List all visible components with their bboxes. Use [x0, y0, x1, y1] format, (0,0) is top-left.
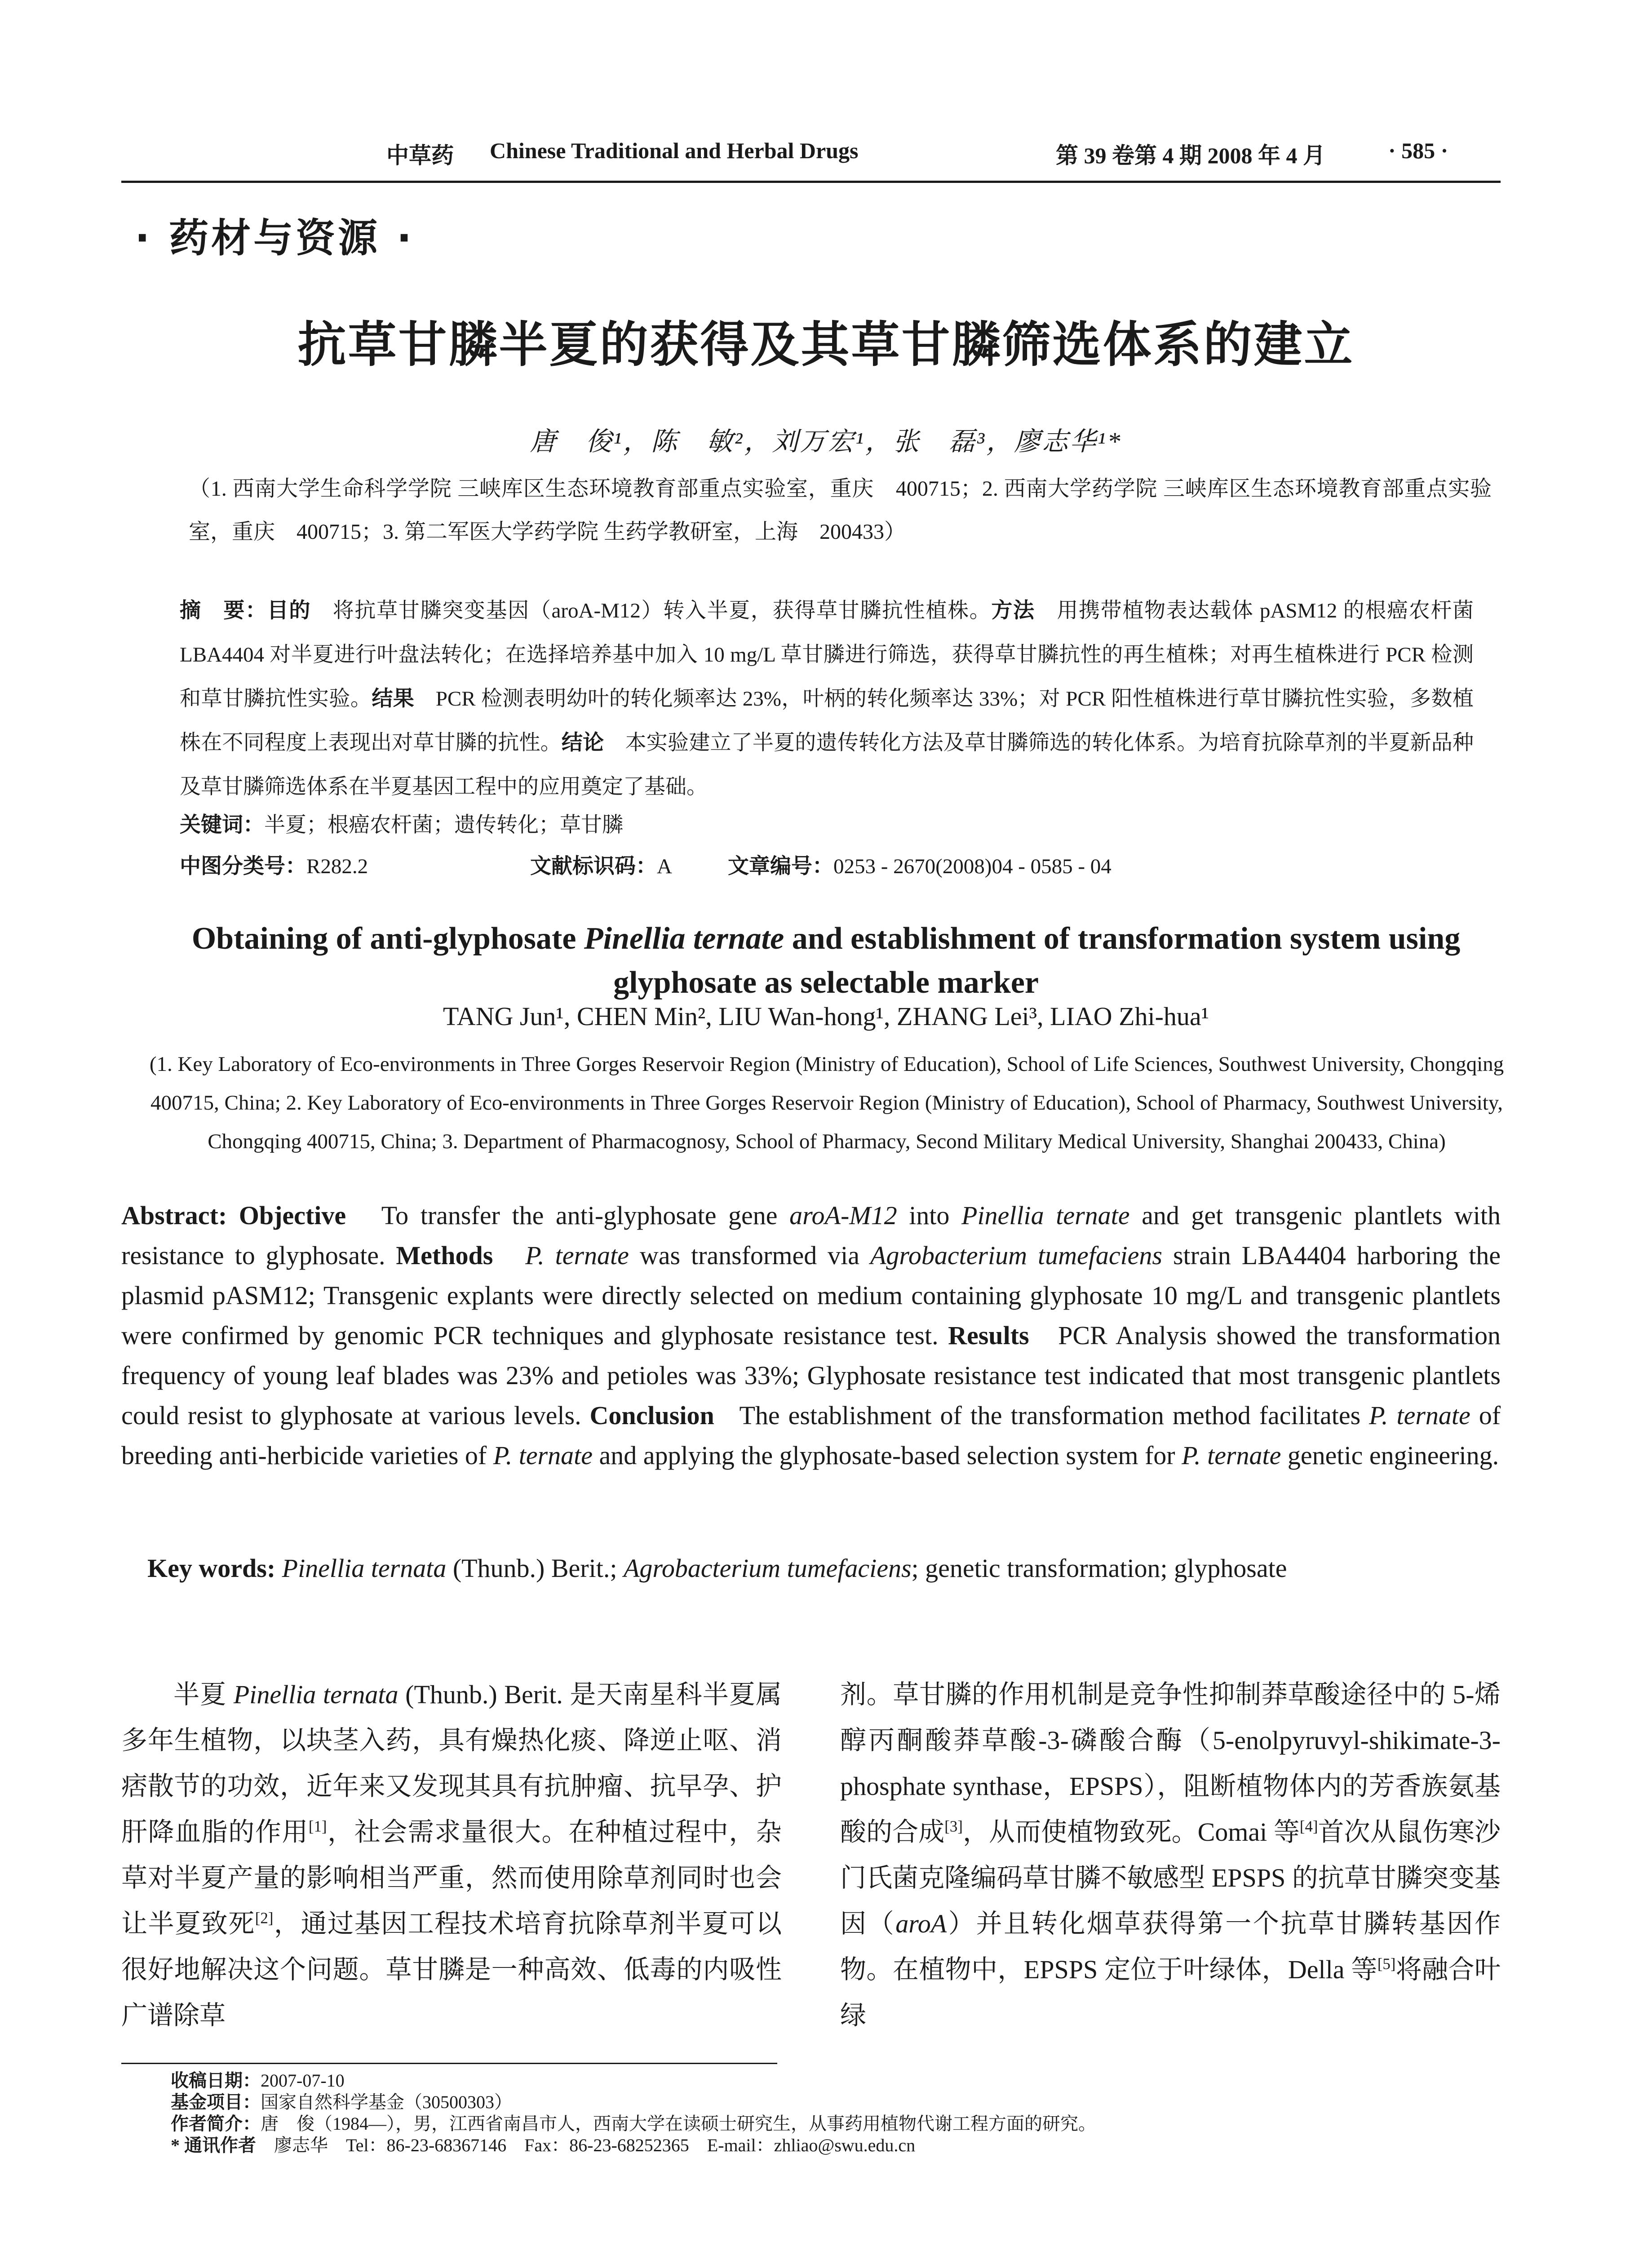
keywords-cn-label: 关键词： — [180, 813, 264, 837]
running-header — [121, 134, 1501, 170]
conclusion-en-text2: of breeding anti-herbicide varieties of — [121, 1401, 1501, 1470]
objective-label-cn: 目的 — [267, 598, 311, 623]
footnote-received — [171, 2070, 1474, 2092]
corr-contact: 廖志华 Tel：86-23-68367146 Fax：86-23-68252365 E-mail：zhliao@swu.edu.cn — [274, 2135, 916, 2155]
title-cn: 抗草甘膦半夏的获得及其草甘膦筛选体系的建立 — [297, 317, 1355, 373]
footnote-fund — [171, 2092, 1474, 2113]
conclusion-label-cn: 结论 — [561, 730, 604, 755]
journal-name-cn: 中草药 — [386, 143, 454, 168]
body-text: 半夏 — [173, 1680, 234, 1709]
title-en-species: Pinellia ternate — [584, 921, 784, 956]
objective-label-en: Objective — [239, 1201, 346, 1230]
methods-label-cn: 方法 — [991, 598, 1035, 623]
citation-ref: [4] — [1299, 1817, 1318, 1835]
objective-en-text: To transfer the anti-glyphosate gene — [381, 1201, 790, 1230]
abstract-en — [121, 1195, 1501, 1475]
authors-en: TANG Jun¹, CHEN Min², LIU Wan-hong¹, ZHANG Lei³, LIAO Zhi-hua¹ — [443, 1002, 1209, 1031]
conclusion-en-text: The establishment of the transformation method facilitates — [739, 1401, 1369, 1430]
issue-info: 第 39 卷第 4 期 2008 年 4 月 — [1056, 143, 1325, 168]
results-label-en: Results — [948, 1321, 1029, 1350]
body-text: (Thunb.) Berit. 是天南星科半夏属多年生植物，以块茎入药，具有燥热化痰、降逆止呕、消痞散节的功效，近年来又发现其具有抗肿瘤、抗早孕、护肝降血脂的作用 — [121, 1680, 782, 1847]
results-label-cn: 结果 — [372, 686, 415, 711]
doc-label: 文献标识码： — [530, 855, 657, 878]
conclusion-species-2: P. ternate — [493, 1441, 593, 1470]
keyword-authority: (Thunb.) Berit.; — [446, 1554, 624, 1583]
results-en-text: PCR Analysis showed the transformation frequency of young leaf blades was 23% and petioles was 33%; Glyphosate resistance test indicated that most transgenic plantlets could resist to glyphosate at various levels. — [121, 1321, 1501, 1430]
body-column-right — [840, 1672, 1501, 2038]
body-text: 首次从鼠伤寒沙门氏菌克隆编码草甘膦不敏感型 EPSPS 的抗草甘膦突变基因（ — [840, 1817, 1501, 1938]
body-text: ，从而使植物致死。Comai 等 — [962, 1817, 1300, 1847]
abstract-cn-label: 摘 要： — [180, 598, 267, 623]
keyword-species: Pinellia ternata — [282, 1554, 447, 1583]
conclusion-cn: 本实验建立了半夏的遗传转化方法及草甘膦筛选的转化体系。为培育抗除草剂的半夏新品种及草甘膦筛选体系在半夏基因工程中的应用奠定了基础。 — [180, 731, 1474, 799]
methods-en-text2: strain LBA4404 harboring the plasmid pASM12; Transgenic explants were directly selected on medium containing glyphosate 10 mg/L and transgenic plantlets were confirmed by genomic PCR techniques and glyphosate resistance test. — [121, 1241, 1501, 1350]
title-en-part2: and establishment of transformation system using glyphosate as selectable marker — [613, 921, 1461, 1000]
journal-name-en: Chinese Traditional and Herbal Drugs — [490, 138, 859, 163]
keywords-cn — [180, 808, 1474, 838]
clc-number — [180, 849, 368, 879]
citation-ref: [2] — [255, 1909, 274, 1927]
methods-species: P. ternate — [525, 1241, 629, 1270]
article-number — [728, 849, 1112, 879]
keywords-cn-text: 半夏；根癌农杆菌；遗传转化；草甘膦 — [264, 813, 623, 837]
objective-en-text2: into — [897, 1201, 962, 1230]
footnote-author — [171, 2113, 1474, 2135]
article-value: 0253 - 2670(2008)04 - 0585 - 04 — [833, 855, 1112, 878]
conclusion-en-text3: and applying the glyphosate-based selection system for — [593, 1441, 1182, 1470]
gene-name: aroA-M12 — [789, 1201, 897, 1230]
footnote-rule — [121, 2063, 777, 2064]
keywords-en — [121, 1548, 1501, 1588]
gene-name: aroA — [895, 1909, 947, 1938]
methods-label-en: Methods — [396, 1241, 493, 1270]
affiliations-en: (1. Key Laboratory of Eco-environments in Three Gorges Reservoir Region (Ministry of Education), School of Life Sciences, Southwest University, Chongqing 400715, China; 2. Key Laboratory of Eco-environments in Three Gorges Reservoir Region (Ministry of Education), School of Pharmacy, Southwest University, Chongqing 400715, China; 3. Department of Pharmacognosy, School of Pharmacy, Second Military Medical University, Shanghai 200433, China) — [149, 1052, 1504, 1153]
author-bio-label: 作者简介： — [171, 2114, 261, 2134]
fund-label: 基金项目： — [171, 2092, 261, 2112]
body-text: 剂。草甘膦的作用机制是竞争性抑制莽草酸途径中的 5-烯醇丙酮酸莽草酸-3-磷酸合酶（5-enolpyruvyl-shikimate-3-phosphate synthase，EPSPS），阻断植物体内的芳香族氨基酸的合成 — [840, 1680, 1501, 1847]
title-en — [126, 917, 1526, 1005]
body-text: ，通过基因工程技术培育抗除草剂半夏可以很好地解决这个问题。草甘膦是一种高效、低毒的内吸性广谱除草 — [121, 1909, 782, 2030]
keyword-agrobacterium: Agrobacterium tumefaciens — [623, 1554, 912, 1583]
abstract-en-label: Abstract: — [121, 1201, 227, 1230]
objective-cn: 将抗草甘膦突变基因（aroA-M12）转入半夏，获得草甘膦抗性植株。 — [332, 599, 992, 622]
footnote-correspondence — [171, 2135, 1474, 2156]
author-bio: 唐 俊（1984—），男，江西省南昌市人，西南大学在读硕士研究生，从事药用植物代谢工程方面的研究。 — [261, 2114, 1096, 2134]
header-rule — [121, 181, 1501, 183]
species-name: Pinellia ternate — [961, 1201, 1130, 1230]
keywords-en-label: Key words: — [147, 1554, 276, 1583]
footnotes — [171, 2070, 1474, 2156]
citation-ref: [5] — [1377, 1955, 1396, 1973]
methods-cn: 用携带植物表达载体 pASM12 的根癌农杆菌 LBA4404 对半夏进行叶盘法转化；在选择培养基中加入 10 mg/L 草甘膦进行筛选，获得草甘膦抗性的再生植株；对再生植株进行 PCR 检测和草甘膦抗性实验。 — [180, 599, 1474, 711]
clc-value: R282.2 — [306, 855, 368, 878]
clc-label: 中图分类号： — [180, 855, 306, 878]
abstract-cn — [180, 589, 1474, 809]
article-label: 文章编号： — [728, 855, 833, 878]
conclusion-species-3: P. ternate — [1182, 1441, 1281, 1470]
doc-value: A — [657, 855, 672, 878]
body-text: ，社会需求量很大。在种植过程中，杂草对半夏产量的影响相当严重，然而使用除草剂同时也会让半夏致死 — [121, 1817, 782, 1938]
agrobacterium-name: Agrobacterium tumefaciens — [870, 1241, 1162, 1270]
keyword-rest: ; genetic transformation; glyphosate — [911, 1554, 1287, 1583]
methods-en-text: was transformed via — [629, 1241, 870, 1270]
body-text: 将融合叶绿 — [840, 1955, 1501, 2030]
citation-ref: [3] — [944, 1817, 963, 1835]
objective-en-text3: and get transgenic plantlets with resistance to glyphosate. — [121, 1201, 1501, 1270]
received-date: 2007-07-10 — [261, 2070, 345, 2091]
body-column-left — [121, 1672, 782, 2038]
title-en-part1: Obtaining of anti-glyphosate — [191, 921, 584, 956]
fund-text: 国家自然科学基金（30500303） — [261, 2092, 512, 2112]
affiliations-cn: （1. 西南大学生命科学学院 三峡库区生态环境教育部重点实验室，重庆 400715；2. 西南大学药学院 三峡库区生态环境教育部重点实验室，重庆 400715；3. 第二军医大学药学院 生药学教研室，上海 200433） — [189, 477, 1492, 544]
corr-label: * 通讯作者 — [171, 2135, 274, 2155]
classification-line — [180, 849, 1474, 876]
conclusion-species-1: P. ternate — [1369, 1401, 1470, 1430]
doc-code — [530, 849, 672, 879]
page-number: · 585 · — [1388, 138, 1448, 163]
authors-cn: 唐 俊¹，陈 敏²，刘万宏¹，张 磊³，廖志华¹* — [530, 427, 1122, 456]
citation-ref: [1] — [308, 1817, 327, 1835]
conclusion-en-text4: genetic engineering. — [1281, 1441, 1499, 1470]
conclusion-label-en: Conclusion — [589, 1401, 714, 1430]
received-label: 收稿日期： — [171, 2070, 261, 2091]
section-tag: · 药材与资源 · — [135, 215, 415, 261]
body-species: Pinellia ternata — [233, 1680, 399, 1709]
body-text: ）并且转化烟草获得第一个抗草甘膦转基因作物。在植物中，EPSPS 定位于叶绿体，Della 等 — [840, 1909, 1501, 1984]
results-cn: PCR 检测表明幼叶的转化频率达 23%，叶柄的转化频率达 33%；对 PCR 阳性植株进行草甘膦抗性实验，多数植株在不同程度上表现出对草甘膦的抗性。 — [180, 687, 1474, 755]
